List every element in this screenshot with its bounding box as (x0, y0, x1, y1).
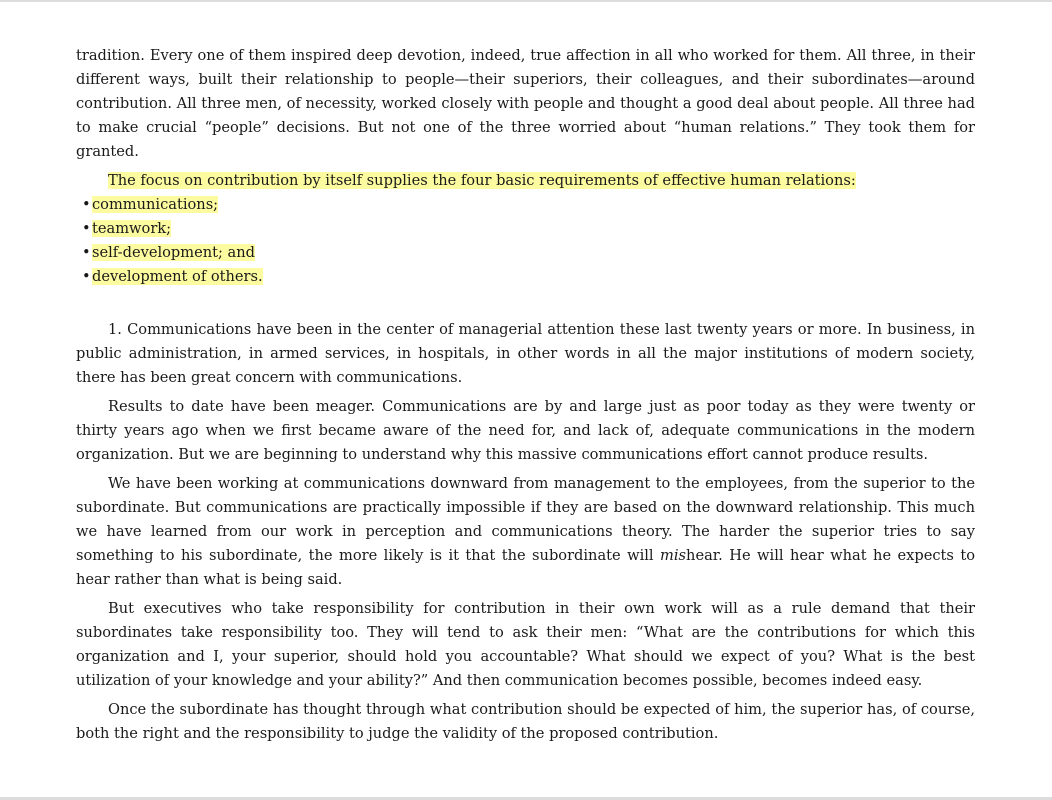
paragraph-subordinate: Once the subordinate has thought through what contribution should be expected of him, the superior has, of course, both the right and the responsibility to judge the validity of the proposed contribution. (76, 701, 975, 742)
paragraph-text: We have been working at communications downward from management to the employees, from the superior to the subordinate. But communications are practically impossible if they are based on the downward relationship. This much we have learned from our work in perception and communications theory. The harder the superior tries to say something to his subordinate, the more likely is it that the subordinate will (76, 475, 975, 564)
paragraph-tradition: tradition. Every one of them inspired deep devotion, indeed, true affection in all who worked for them. All three, in their different ways, built their relationship to people—their superiors, their colleagues, and their subordinates—around contribution. All three men, of necessity, worked closely with people and thought a good deal about people. All three had to make crucial “people” decisions. But not one of the three worried about “human relations.” They took them for granted. (76, 47, 975, 160)
requirements-list (76, 193, 975, 289)
bullet-marker: • (82, 244, 91, 261)
bullet-marker: • (82, 196, 91, 213)
paragraph-results: Results to date have been meager. Communications are by and large just as poor today as they were twenty or thirty years ago when we first became aware of the need for, and lack of, adequate communications in the modern organization. But we are beginning to understand why this massive communications effort cannot produce results. (76, 398, 975, 463)
highlighted-intro-text[interactable]: The focus on contribution by itself supplies the four basic requirements of effective human relations: (108, 172, 856, 189)
paragraph-executives: But executives who take responsibility for contribution in their own work will as a rule demand that their subordinates take responsibility too. They will tend to ask their men: “What are the contributions for which this organization and I, your superior, should hold you accountable? What should we expect of you? What is the best utilization of your knowledge and your ability?” And then communication becomes possible, becomes indeed easy. (76, 600, 975, 689)
highlighted-list-text[interactable]: development of others. (92, 268, 263, 285)
requirements-intro (76, 169, 975, 193)
emphasis-text: mis (660, 547, 687, 564)
highlighted-list-text[interactable]: self-development; and (92, 244, 255, 261)
list-item (76, 217, 975, 241)
list-item (76, 193, 975, 217)
paragraph-communications: 1. Communications have been in the center of managerial attention these last twenty years or more. In business, in public administration, in armed services, in hospitals, in other words in all the major institutions of modern society, there has been great concern with communications. (76, 321, 975, 386)
paragraph-downward (76, 472, 975, 592)
list-item (76, 241, 975, 265)
paragraph-text: hear. He will hear what he expects to hear rather than what is being said. (76, 547, 975, 588)
section-gap (76, 289, 975, 318)
list-item (76, 265, 975, 289)
highlighted-list-text[interactable]: teamwork; (92, 220, 172, 237)
bullet-marker: • (82, 268, 91, 285)
highlighted-list-text[interactable]: communications; (92, 196, 219, 213)
document-body (76, 44, 975, 751)
bullet-marker: • (82, 220, 91, 237)
